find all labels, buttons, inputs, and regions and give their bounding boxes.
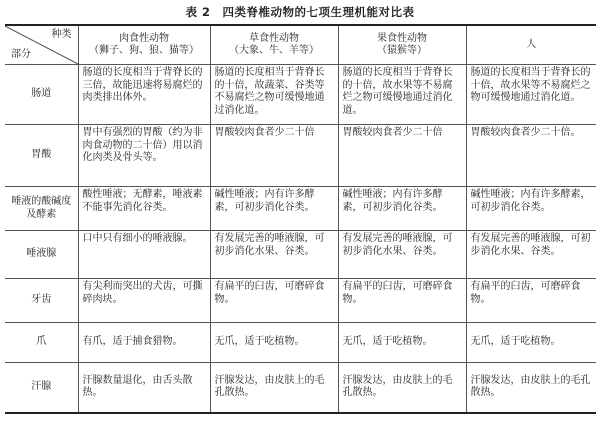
row-label: 肠道 (5, 65, 78, 125)
table-cell: 有爪，适于捕食猎物。 (78, 323, 210, 363)
column-header-carnivore (78, 25, 210, 65)
table-cell: 碱性唾液；内有许多酵素，可初步消化谷类。 (338, 187, 466, 231)
table-cell: 肠道的长度相当于背脊长的三倍，故能迅速将易腐烂的肉类排出体外。 (78, 65, 210, 125)
column-header-title: 草食性动物 (249, 32, 299, 44)
table-cell: 汗腺发达，由皮肤上的毛孔散热。 (210, 363, 338, 413)
comparison-table (5, 24, 596, 414)
table-cell: 有扁平的臼齿，可磨碎食物。 (466, 279, 596, 323)
table-row-stomach-acid (5, 125, 596, 187)
column-header-herbivore (210, 25, 338, 65)
row-label: 爪 (5, 323, 78, 363)
table-cell: 汗腺发达，由皮肤上的毛孔散热。 (466, 363, 596, 413)
table-cell: 碱性唾液；内有许多酵素，可初步消化谷类。 (210, 187, 338, 231)
column-header-title: 肉食性动物 (119, 32, 169, 44)
table-cell: 口中只有细小的唾液腺。 (78, 231, 210, 279)
table-cell: 汗腺数量退化，由舌头散热。 (78, 363, 210, 413)
table-row-salivary-gland (5, 231, 596, 279)
table-cell: 有发展完善的唾液腺，可初步消化水果、谷类。 (466, 231, 596, 279)
row-label: 唾液的酸碱度及酵素 (5, 187, 78, 231)
table-cell: 无爪，适于吃植物。 (210, 323, 338, 363)
table-cell: 肠道的长度相当于背脊长的十倍，故水果等不易腐烂之物可缓慢地通过消化道。 (466, 65, 596, 125)
row-label: 牙齿 (5, 279, 78, 323)
table-cell: 酸性唾液；无酵素，唾液素不能事先消化谷类。 (78, 187, 210, 231)
row-label: 胃酸 (5, 125, 78, 187)
column-header-subtitle: （狮子、狗、狼、猫等） (89, 45, 199, 56)
table-cell: 胃酸较肉食者少二十倍 (210, 125, 338, 187)
table-cell: 汗腺发达，由皮肤上的毛孔散热。 (338, 363, 466, 413)
table-cell: 胃中有强烈的胃酸（约为非肉食动物的二十倍）用以消化肉类及骨头等。 (78, 125, 210, 187)
corner-label-part: 部分 (11, 48, 31, 60)
row-label: 唾液腺 (5, 231, 78, 279)
table-cell: 肠道的长度相当于背脊长的十倍，故蔬菜、谷类等不易腐烂之物可缓慢地通过消化道。 (210, 65, 338, 125)
table-cell: 胃酸较肉食者少二十倍。 (466, 125, 596, 187)
table-row-teeth (5, 279, 596, 323)
table-title: 表 2 四类脊椎动物的七项生理机能对比表 (185, 5, 415, 19)
column-header-subtitle: （大象、牛、羊等） (229, 45, 319, 56)
table-cell: 肠道的长度相当于背脊长的十倍，故水果等不易腐烂之物可缓慢地通过消化道。 (338, 65, 466, 125)
table-cell: 无爪，适于吃植物。 (466, 323, 596, 363)
column-header-subtitle: （猿猴等） (377, 45, 427, 56)
table-cell: 碱性唾液；内有许多酵素，可初步消化谷类。 (466, 187, 596, 231)
column-header-human (466, 25, 596, 65)
header-row (5, 25, 596, 65)
column-header-frugivore (338, 25, 466, 65)
table-cell: 胃酸较肉食者少二十倍 (338, 125, 466, 187)
corner-header-cell (5, 25, 78, 65)
table-row-intestine (5, 65, 596, 125)
comparison-table-container (5, 24, 596, 414)
row-label: 汗腺 (5, 363, 78, 413)
table-row-sweat-gland (5, 363, 596, 413)
table-row-claws (5, 323, 596, 363)
corner-label-species: 种类 (51, 29, 72, 40)
column-header-title: 人 (526, 38, 537, 50)
table-row-saliva-ph (5, 187, 596, 231)
column-header-title: 果食性动物 (377, 32, 427, 44)
table-cell: 有发展完善的唾液腺，可初步消化水果、谷类。 (338, 231, 466, 279)
table-cell: 无爪，适于吃植物。 (338, 323, 466, 363)
table-cell: 有尖利而突出的犬齿，可撕碎肉块。 (78, 279, 210, 323)
table-cell: 有发展完善的唾液腺，可初步消化水果、谷类。 (210, 231, 338, 279)
table-cell: 有扁平的臼齿，可磨碎食物。 (210, 279, 338, 323)
table-cell: 有扁平的臼齿，可磨碎食物。 (338, 279, 466, 323)
